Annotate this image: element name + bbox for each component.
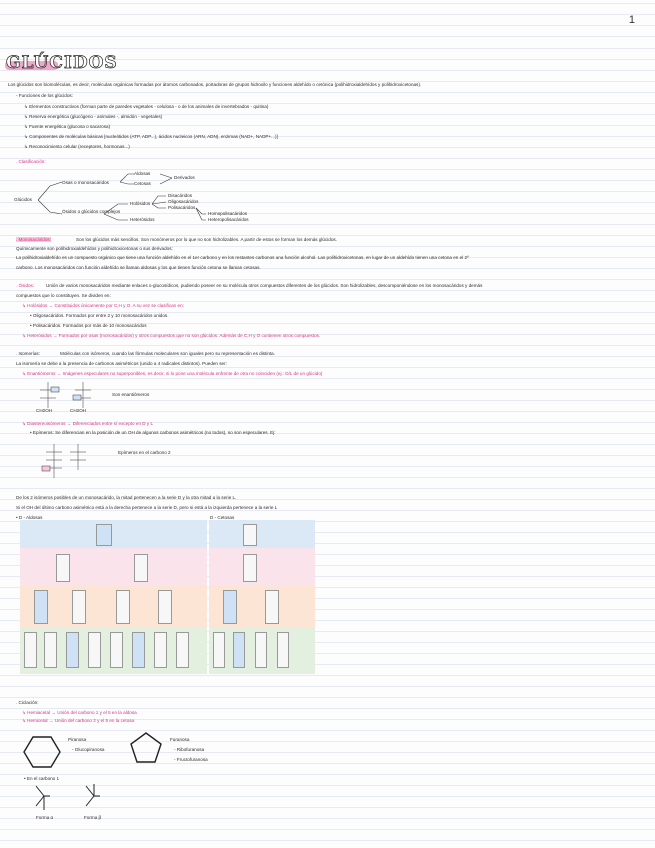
tree-node: Homopolisacáridos <box>208 211 248 216</box>
anomer-structures <box>30 782 110 812</box>
function-item: ↳ Fuente energética (glucosa o sacarosa) <box>24 124 111 129</box>
molecule-structure <box>134 554 148 582</box>
monosacaridos-text: Químicamente son polihidroxialdehídos y polihidroxicetonas o sus derivados: <box>16 246 173 251</box>
piranosa-label: Piranosa <box>68 737 87 742</box>
furanosa-label: Furanosa <box>170 737 190 742</box>
molecule-structure <box>72 590 86 624</box>
ciclacion-title: . Ciclación: <box>16 700 39 705</box>
isomerias-title: . Isomerías: <box>16 351 40 356</box>
osidos-item: • Oligosacáridos. Formados por entre 2 y 10 monosacáridos unidos. <box>30 313 169 318</box>
series-text: Si el OH del último carbono asimétrico está a la derecha pertenece a la serie D, pero si está a la izquierda pertenece a la serie L <box>16 505 278 510</box>
molecule-structure <box>265 590 279 624</box>
osidos-item: ↳ Heterósidos → Formados por osas (monosacáridos) y otros compuestos que no son glúcidos. Además de C,H y O contienen otros compuestos. <box>22 333 321 338</box>
band-pentosas <box>20 586 207 628</box>
hemiacetal-text: ↳ Hemiacetal → Unión del carbono 1 y el 5 en la aldosa <box>22 710 137 715</box>
epimeros-text: • Epímeros: Se diferencian en la posición de un OH de algunos carbonos asimétricos (no todos), no son especulares. Ej: <box>30 430 276 435</box>
piranosa-example: - Glucopiranosa <box>72 747 105 752</box>
molecule-label: CH2OH <box>70 408 87 413</box>
d-cetosas-table <box>209 520 315 674</box>
molecule-structure <box>110 632 123 668</box>
tree-node: Heterósidos <box>130 217 155 222</box>
epimeros-note: Epímeros en el carbono 2 <box>118 450 171 455</box>
function-item: ↳ Reconocimiento celular (receptores, hormonas...) <box>24 144 130 149</box>
molecule-structure <box>154 632 167 668</box>
molecule-structure <box>213 632 225 668</box>
molecule-structure <box>277 632 289 668</box>
osidos-title: . Ósidos: <box>16 283 35 288</box>
molecule-structure <box>88 632 101 668</box>
forma-alfa: Forma α <box>36 815 54 820</box>
molecule-structure <box>66 632 79 668</box>
isomerias-text: Moléculas con isómeros, cuando las fórmulas moleculares son iguales pero su representación es distinta. <box>60 351 275 356</box>
molecule-structure <box>44 632 57 668</box>
tree-node: Holósidos <box>130 201 151 206</box>
series-text: De los 2 isómeros posibles de un monosacárido, la mitad pertenecen a la serie D y la otra mitad a la serie L. <box>16 495 237 500</box>
osidos-text: Unión de varios monosacáridos mediante enlaces o-glucosídicos, pudiendo poseer en su molécula otros compuestos diferentes de los glúcidos. Son hidrolizables, descomponiéndose en los monosacáridos y demás <box>46 283 483 288</box>
band-tetrulosa <box>209 548 315 586</box>
hemicetal-text: ↳ Hemicetal → Unión del carbono 2 y el 5 en la cetosa <box>22 718 135 723</box>
furanosa-example: - Ribofuranosa <box>174 747 205 752</box>
tree-node: Heteropolisacáridos <box>208 217 249 222</box>
tree-node: Osas o monosacáridos <box>62 180 109 185</box>
function-item: ↳ Elementos constructivos (forman parte de paredes vegetales - celulosa - o de los animales de invertebrados - quitina) <box>24 104 269 109</box>
functions-title: - Funciones de los glúcidos: <box>16 93 73 98</box>
band-triulosa <box>209 520 315 548</box>
forma-beta: Forma β <box>84 815 102 820</box>
epimer-structures <box>40 440 110 482</box>
tree-node: Ósidos o glúcidos complejos <box>62 209 121 214</box>
molecule-structure <box>96 524 112 546</box>
osidos-item: ↳ Holósidos → Constituidos únicamente por C,H y O. A su vez se clasifican en: <box>22 303 184 308</box>
monosacaridos-title: . Monosacáridos: <box>16 237 51 242</box>
intro-text: Los glúcidos son biomoléculas, es decir, moléculas orgánicas formadas por átomos carbonados, portadoras de grupos hidroxilo y funciones aldehído o cetónica (polihidroxialdehídos y polihidroxicetonas). <box>8 82 422 87</box>
d-aldosas-title: • D - Aldosas <box>16 515 43 520</box>
monosacaridos-text: La polihidroxialdehído es un compuesto orgánico que tiene una función aldehído en el 1er carbono y en los restantes carbonos una función alcohol. Las polihidroxicetonas, en lugar de un aldehído tienen una cetona en el 2º <box>16 255 469 260</box>
tree-root: Glúcidos <box>14 197 32 202</box>
tree-node: Oligosacáridos <box>168 199 199 204</box>
tree-node: Cetosas <box>134 181 151 186</box>
function-item: ↳ Reserva energética (glucógeno - animales -, almidón - vegetales) <box>24 114 163 119</box>
classification-title: . Clasificación: <box>16 159 46 164</box>
molecule-structure <box>223 590 237 624</box>
tree-node: Derivados <box>174 175 195 180</box>
molecule-structure <box>116 590 130 624</box>
molecule-structure <box>243 524 257 546</box>
molecule-structure <box>34 590 48 624</box>
d-cetosas-title: D - Cetosas <box>210 515 235 520</box>
anomero-title: • En el carbono 1 <box>24 776 60 781</box>
molecule-structure <box>176 632 189 668</box>
furanosa-example: - Fructofuranosa <box>174 757 208 762</box>
molecule-label: CH2OH <box>36 408 53 413</box>
molecule-structure <box>56 554 70 582</box>
tree-node: Disacáridos <box>168 193 192 198</box>
tree-node: Polisacáridos <box>168 205 196 210</box>
molecule-structure <box>24 632 37 668</box>
hexagon-icon <box>14 734 70 770</box>
page-number: 1 <box>628 14 635 26</box>
tree-node: Aldosas <box>134 171 151 176</box>
monosacaridos-text: Son los glúcidos más sencillos. Son monómeros por lo que no son hidrolizables. A partir de estos se forman los demás glúcidos. <box>76 237 337 242</box>
osidos-item: • Polisacáridos. Formados por más de 10 monosacáridos <box>30 323 147 328</box>
page-title: GLÚCIDOS <box>6 53 118 73</box>
diastereoisomeros-text: ↳ Diastereoisómeros → Diferenciados entre sí excepto en D y L <box>22 421 154 426</box>
enantiomeros-note: Son enantiómeros <box>112 392 150 397</box>
function-item: ↳ Componentes de moléculas básicas [nucleótidos (ATP, ADP...), ácidos nucleicos (ARN, ADN), enzimas (NAD+, NADP+...)] <box>24 134 278 139</box>
band-triosa <box>20 520 207 548</box>
band-tetrosas <box>20 548 207 586</box>
molecule-structure <box>132 632 145 668</box>
osidos-text: compuestos que lo constituyen. Se dividen en: <box>16 293 111 298</box>
molecule-structure <box>158 590 172 624</box>
isomerias-text: La isomería se debe a la presencia de carbonos asimétricos (unido a 4 radicales distintos). Pueden ser: <box>16 361 227 366</box>
molecule-structure <box>255 632 267 668</box>
d-aldosas-table <box>20 520 207 674</box>
enantiomeros-text: ↳ Enantiómeros → Imágenes especulares no superponibles, es decir, si lo pone una molécula enfrente de otra no coinciden (ej.: D/L de un glúcido) <box>22 371 323 376</box>
molecule-structure <box>243 554 257 582</box>
molecule-structure <box>233 632 245 668</box>
monosacaridos-text: carbono. Los monosacáridos con función aldehído se llaman aldosas y los que tienen función cetona se llaman cetosas. <box>16 265 261 270</box>
pentagon-icon <box>128 730 164 766</box>
